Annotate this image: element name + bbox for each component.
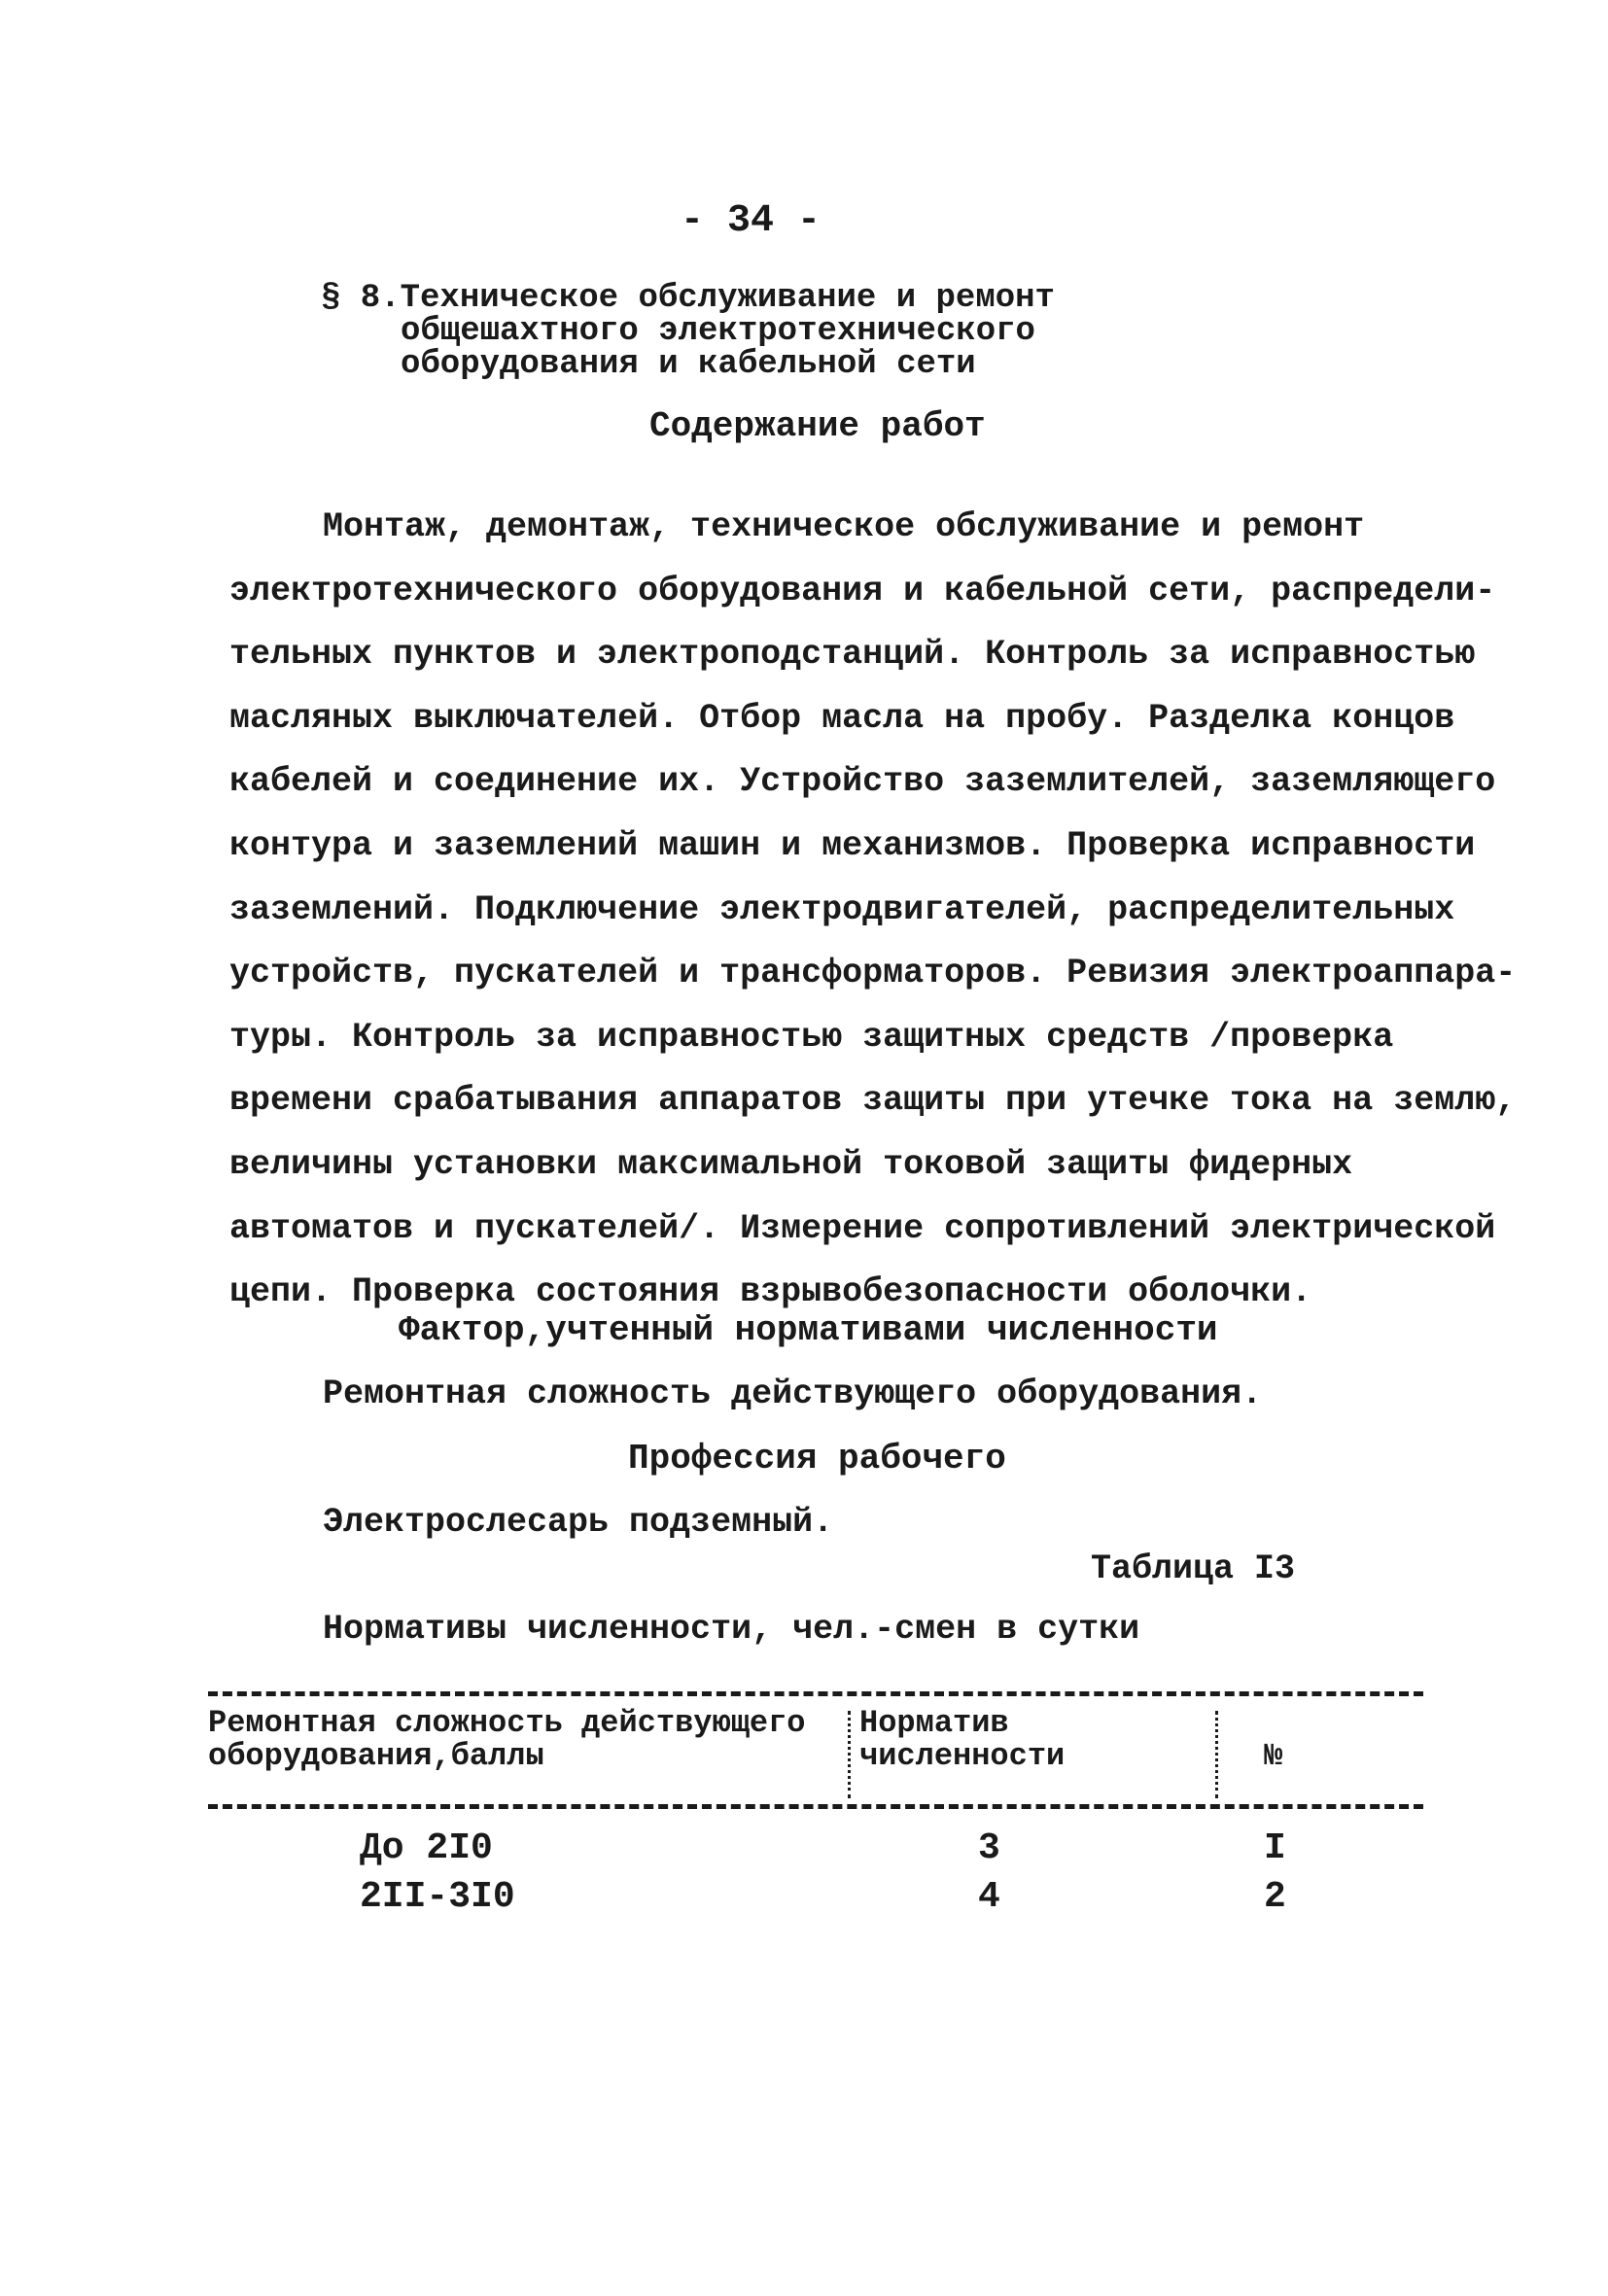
table-label: Таблица I3 bbox=[1091, 1549, 1296, 1588]
cell-complexity: 2II-3I0 bbox=[360, 1876, 515, 1918]
content-line: тельных пунктов и электроподстанций. Контроль за исправностью bbox=[229, 635, 1476, 675]
content-heading: Содержание работ bbox=[649, 406, 986, 446]
page-number: - 34 - bbox=[681, 199, 821, 243]
column-separator bbox=[848, 1711, 851, 1798]
content-line: цепи. Проверка состояния взрывобезопасности оболочки. bbox=[229, 1272, 1312, 1312]
table-top-rule bbox=[208, 1691, 1423, 1696]
content-line: кабелей и соединение их. Устройство заземлителей, заземляющего bbox=[229, 762, 1496, 802]
cell-norm: 4 bbox=[978, 1876, 1000, 1918]
content-line: электротехнического оборудования и кабельной сети, распредели- bbox=[229, 571, 1496, 610]
content-line: туры. Контроль за исправностью защитных средств /проверка bbox=[229, 1017, 1394, 1057]
factor-heading: Фактор,учтенный нормативами численности bbox=[399, 1310, 1218, 1350]
content-line: автоматов и пускателей/. Измерение сопротивлений электрической bbox=[229, 1208, 1496, 1248]
cell-complexity: До 2I0 bbox=[360, 1827, 493, 1869]
profession-heading: Профессия рабочего bbox=[628, 1439, 1006, 1478]
cell-norm: 3 bbox=[978, 1827, 1000, 1869]
section-mark: § 8. bbox=[321, 280, 401, 317]
content-line: величины установки максимальной токовой защиты фидерных bbox=[229, 1144, 1353, 1184]
header-norm: Норматив численности bbox=[859, 1705, 1066, 1774]
section-title bbox=[321, 282, 1055, 381]
factor-text: Ремонтная сложность действующего оборудования. bbox=[323, 1374, 1263, 1413]
content-line: Монтаж, демонтаж, техническое обслуживание и ремонт bbox=[323, 507, 1365, 546]
cell-number: 2 bbox=[1264, 1876, 1286, 1918]
table-caption: Нормативы численности, чел.-смен в сутки bbox=[323, 1610, 1140, 1649]
section-title-line-2: общешахтного электротехнического bbox=[401, 313, 1035, 350]
column-separator bbox=[1215, 1711, 1218, 1798]
section-title-line-3: оборудования и кабельной сети bbox=[401, 346, 976, 383]
cell-number: I bbox=[1264, 1827, 1286, 1869]
section-title-line-1: § 8.Техническое обслуживание и ремонт bbox=[321, 280, 1055, 317]
profession-text: Электрослесарь подземный. bbox=[323, 1503, 834, 1542]
content-line: заземлений. Подключение электродвигателей, распределительных bbox=[229, 889, 1455, 929]
content-line: времени срабатывания аппаратов защиты при утечке тока на землю, bbox=[229, 1081, 1517, 1121]
content-line: устройств, пускателей и трансформаторов. Ревизия электроаппара- bbox=[229, 954, 1517, 993]
table-header-rule bbox=[208, 1804, 1423, 1809]
content-paragraph bbox=[229, 496, 1517, 1325]
content-line: контура и заземлений машин и механизмов. Проверка исправности bbox=[229, 825, 1476, 865]
header-complexity: Ремонтная сложность действующего оборудования,баллы bbox=[208, 1705, 806, 1774]
content-line: масляных выключателей. Отбор масла на пробу. Разделка концов bbox=[229, 698, 1455, 738]
header-number: № bbox=[1264, 1738, 1283, 1774]
